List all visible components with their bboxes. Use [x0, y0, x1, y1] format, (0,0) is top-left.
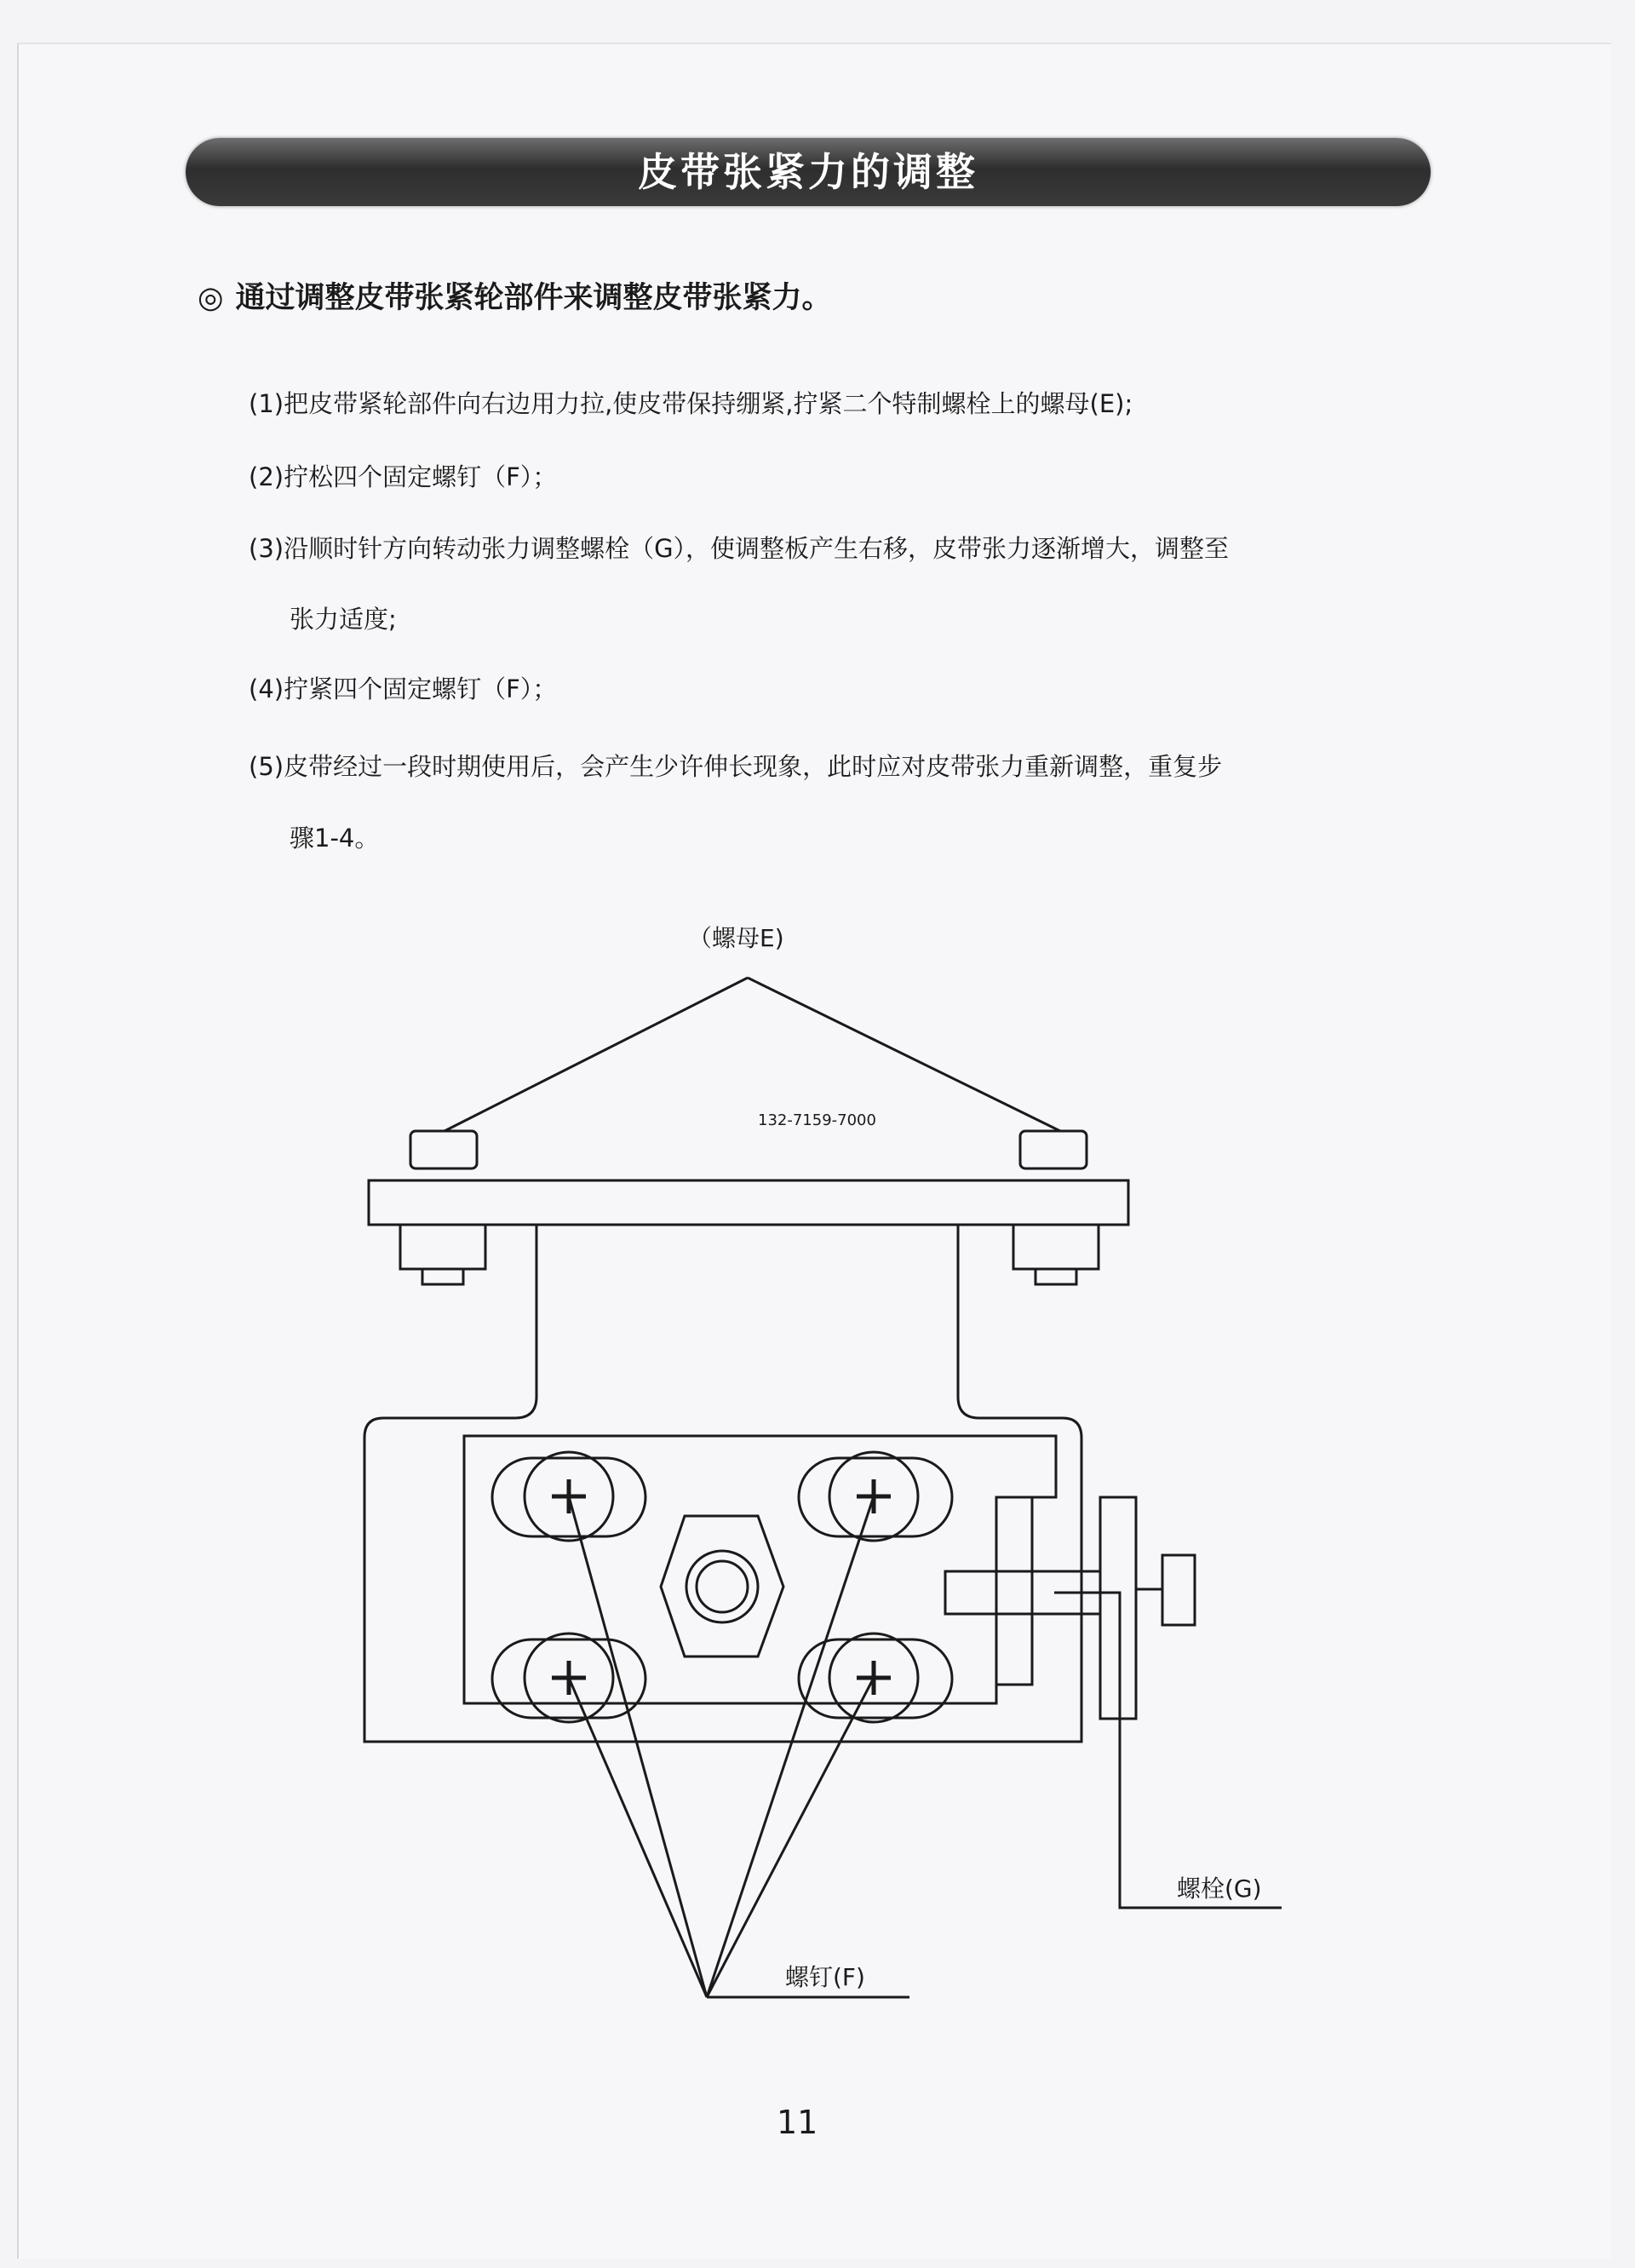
page-number: 11	[777, 2104, 818, 2141]
step-5-continuation: 骤1-4。	[290, 824, 380, 853]
page-title: 皮带张紧力的调整	[638, 149, 978, 195]
leader-line-nut-left	[445, 978, 748, 1131]
center-hex-nut	[661, 1516, 783, 1657]
step-1: (1)把皮带紧轮部件向右边用力拉,使皮带保持绷紧,拧紧二个特制螺栓上的螺母(E);	[249, 389, 1133, 418]
leader-line-screw-4	[707, 1678, 874, 1997]
label-nut-e: （螺母E)	[688, 924, 784, 952]
leader-line-screw-3	[569, 1678, 707, 1997]
section-heading-text: 通过调整皮带张紧轮部件来调整皮带张紧力。	[235, 281, 832, 315]
label-bolt-g: 螺栓(G)	[1177, 1875, 1262, 1903]
label-screw-f: 螺钉(F)	[785, 1963, 865, 1991]
nut-e-right	[1020, 1131, 1087, 1168]
screw-cross-icon-2	[857, 1479, 891, 1513]
leader-line-nut-right	[748, 978, 1060, 1131]
adjustment-plate	[464, 1436, 1056, 1703]
screw-cross-icon-1	[552, 1479, 586, 1513]
bolt-g-head	[1162, 1555, 1195, 1625]
step-3-continuation: 张力适度;	[290, 605, 397, 634]
center-nut-ring-inner	[697, 1561, 748, 1612]
bolt-head-left	[400, 1225, 485, 1269]
bolt-stub-left	[422, 1269, 463, 1284]
step-3: (3)沿顺时针方向转动张力调整螺栓（G），使调整板产生右移，皮带张力逐渐增大，调整至	[249, 534, 1230, 563]
base-plate-outline	[364, 1225, 1081, 1742]
nut-e-left	[410, 1131, 477, 1168]
adjuster-block	[996, 1497, 1032, 1685]
leader-line-screw-1	[569, 1496, 707, 1997]
leader-line-screw-2	[707, 1496, 874, 1997]
phone-number: 132-7159-7000	[758, 1111, 876, 1129]
bullet-circle-icon: ◎	[198, 281, 224, 315]
step-4: (4)拧紧四个固定螺钉（F）；	[249, 675, 558, 703]
end-block	[1100, 1497, 1136, 1719]
step-2: (2)拧松四个固定螺钉（F）；	[249, 462, 558, 491]
bolt-stub-right	[1036, 1269, 1076, 1284]
step-5: (5)皮带经过一段时期使用后，会产生少许伸长现象，此时应对皮带张力重新调整，重复步	[249, 752, 1223, 781]
bolt-head-right	[1013, 1225, 1099, 1269]
screw-cross-icon-4	[857, 1661, 891, 1695]
screw-cross-icon-3	[552, 1661, 586, 1695]
leader-line-bolt	[1054, 1593, 1282, 1908]
top-bracket-bar	[369, 1180, 1128, 1225]
